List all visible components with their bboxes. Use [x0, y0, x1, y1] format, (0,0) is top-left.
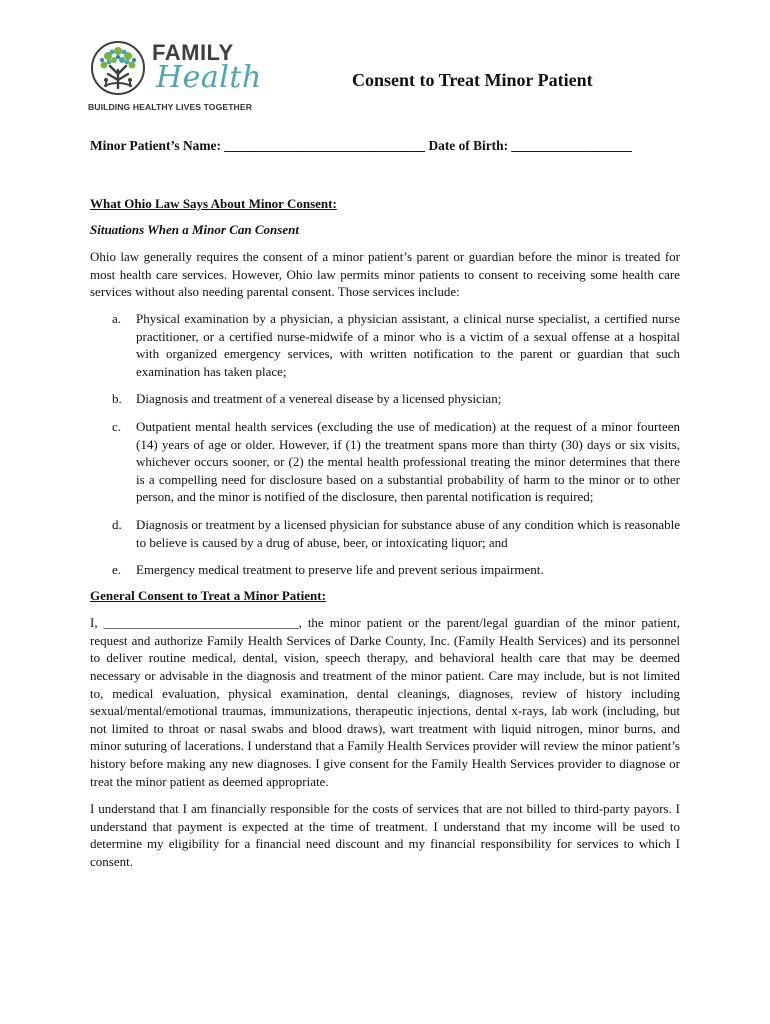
- list-marker: e.: [112, 562, 122, 578]
- list-marker: a.: [112, 310, 122, 326]
- list-item: [90, 390, 680, 408]
- list-item-text: Diagnosis and treatment of a venereal disease by a licensed physician;: [136, 391, 502, 407]
- document-body: [90, 195, 680, 871]
- list-item-text: Diagnosis or treatment by a licensed physician for substance abuse of any condition which is reasonable to believe is caused by a drug of abuse, beer, or intoxicating liquor; and: [136, 516, 680, 550]
- list-item-text: Emergency medical treatment to preserve life and prevent serious impairment.: [136, 562, 544, 578]
- logo-word-health: Health: [156, 60, 262, 95]
- tree-logo-icon: [90, 40, 146, 96]
- logo-word-family: FAMILY: [152, 40, 234, 65]
- consent-paragraph: I, ______________________________, the minor patient or the parent/legal guardian of the minor patient, request and authorize Family Health Services of Darke County, Inc. (Family Health Services) and its personnel to deliver routine medical, dental, vision, speech therapy, and behavioral health care that may be deemed necessary or advisable in the diagnosis and treatment of the minor patient. Care may include, but is not limited to, medical evaluation, physical examination, dental cleanings, diagnoses, review of history including sexual/mental/emotional traumas, immunizations, therapeutic injections, dental x-rays, lab work (including, but not limited to throat or nasal swabs and blood draws), wart treatment with liquid nitrogen, minor burns, and minor suturing of lacerations. I understand that a Family Health Services provider will review the minor patient’s history before making any new diagnoses. I give consent for the Family Health Services provider to diagnose or treat the minor patient as deemed appropriate.: [90, 615, 680, 789]
- list-item-text: Outpatient mental health services (excluding the use of medication) at the request of a minor fourteen (14) years of age or older. However, if (1) the treatment spans more than thirty (30) days or six visits, whichever occurs sooner, or (2) the mental health professional treating the minor determines that there is a compelling need for disclosure based on a substantial probability of harm to the minor or to other person, and the minor is notified of the disclosure, then parental notification is required;: [136, 418, 680, 505]
- list-marker: c.: [112, 418, 122, 434]
- list-item: [90, 310, 680, 380]
- subheading-minor-consent: Situations When a Minor Can Consent: [90, 221, 299, 237]
- section-heading-ohio-law: What Ohio Law Says About Minor Consent:: [90, 196, 337, 211]
- patient-name-dob-row: Minor Patient’s Name: ______________________________ Date of Birth: __________________: [90, 138, 632, 153]
- family-health-logo: [86, 36, 262, 116]
- list-item: [90, 516, 680, 551]
- logo-tagline: BUILDING HEALTHY LIVES TOGETHER: [88, 102, 253, 112]
- list-item: [90, 418, 680, 506]
- document-title: Consent to Treat Minor Patient: [352, 70, 593, 90]
- list-marker: b.: [112, 391, 122, 407]
- list-marker: d.: [112, 516, 122, 532]
- financial-responsibility-paragraph: I understand that I am financially responsible for the costs of services that are not billed to third-party payors. I understand that payment is expected at the time of treatment. I understand that my income will be used to determine my eligibility for a financial need discount and my financial responsibility for services to which I consent.: [90, 801, 680, 869]
- section-heading-general-consent: General Consent to Treat a Minor Patient:: [90, 587, 326, 603]
- intro-paragraph: Ohio law generally requires the consent of a minor patient’s parent or guardian before the minor is treated for most health care services. However, Ohio law permits minor patients to consent to receiving some health care services without also needing parental consent. Those services include:: [90, 249, 680, 300]
- services-list: [90, 310, 680, 579]
- list-item-text: Physical examination by a physician, a physician assistant, a clinical nurse specialist, a certified nurse practitioner, or a certified nurse-midwife of a minor who is a victim of a sexual offense at a hospital with organized emergency services, with written notification to the parent or guardian that such examination has taken place;: [136, 310, 680, 379]
- list-item: [90, 561, 680, 579]
